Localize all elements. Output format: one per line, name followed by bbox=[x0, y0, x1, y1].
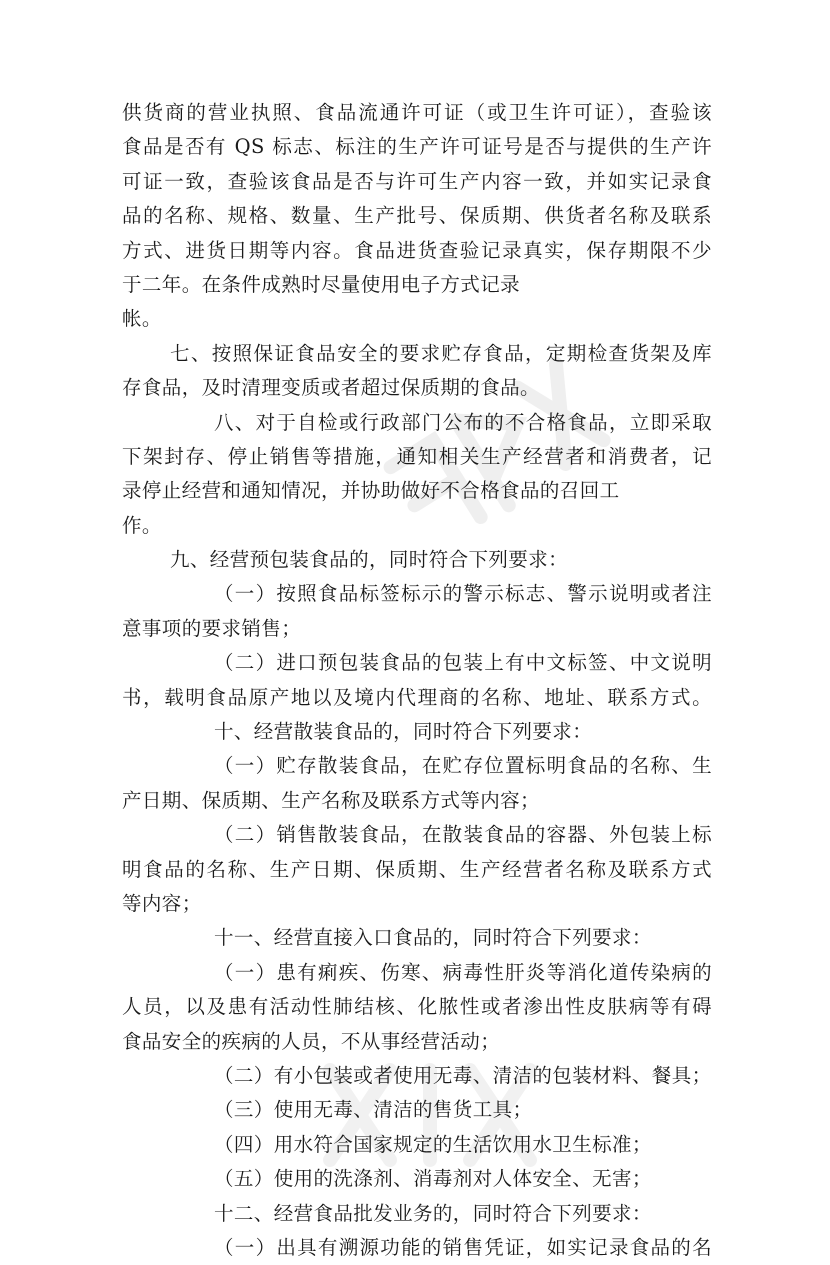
list-item: （一）出具有溯源功能的销售凭证，如实记录食品的名 bbox=[214, 1235, 712, 1259]
text-line: 方式、进货日期等内容。食品进货查验记录真实，保存期限不少 bbox=[122, 238, 712, 262]
text-line: 食品是否有 QS 标志、标注的生产许可证号是否与提供的生产许 bbox=[122, 135, 712, 159]
text-line: 书，载明食品原产地以及境内代理商的名称、地址、联系方式。 bbox=[122, 685, 712, 709]
section-heading-8: 八、对于自检或行政部门公布的不合格食品，立即采取 bbox=[214, 410, 712, 434]
list-item: （一）按照食品标签标示的警示标志、警示说明或者注 bbox=[214, 582, 712, 606]
list-item: （一）贮存散装食品，在贮存位置标明食品的名称、生 bbox=[214, 754, 712, 778]
section-heading-7: 七、按照保证食品安全的要求贮存食品，定期检查货架及库 bbox=[170, 341, 712, 365]
list-item: （二）销售散装食品，在散装食品的容器、外包装上标 bbox=[214, 823, 712, 847]
list-item: （二）进口预包装食品的包装上有中文标签、中文说明 bbox=[214, 651, 712, 675]
body-text bbox=[122, 96, 712, 1265]
list-item: （一）患有痢疾、伤寒、病毒性肝炎等消化道传染病的 bbox=[214, 960, 712, 984]
text-line: 下架封存、停止销售等措施，通知相关生产经营者和消费者，记 bbox=[122, 444, 712, 468]
text-line: 食品安全的疾病的人员，不从事经营活动； bbox=[122, 1029, 501, 1053]
section-heading-9: 九、经营预包装食品的，同时符合下列要求： bbox=[170, 548, 569, 572]
text-line: 产日期、保质期、生产名称及联系方式等内容； bbox=[122, 788, 540, 812]
text-line: 供货商的营业执照、食品流通许可证（或卫生许可证），查验该 bbox=[122, 101, 712, 124]
list-item: （五）使用的洗涤剂、消毒剂对人体安全、无害； bbox=[214, 1167, 652, 1191]
text-line: 于二年。在条件成熟时尽量使用电子方式记录 bbox=[122, 272, 521, 296]
section-heading-11: 十一、经营直接入口食品的，同时符合下列要求： bbox=[214, 926, 652, 950]
text-line: 存食品，及时清理变质或者超过保质期的食品。 bbox=[122, 376, 540, 400]
text-line: 意事项的要求销售； bbox=[122, 616, 302, 640]
list-item: （四）用水符合国家规定的生活饮用水卫生标准； bbox=[214, 1132, 652, 1156]
list-item: （二）有小包装或者使用无毒、清洁的包装材料、餐具； bbox=[214, 1063, 712, 1087]
text-line: 明食品的名称、生产日期、保质期、生产经营者名称及联系方式 bbox=[122, 857, 712, 881]
list-item: （三）使用无毒、清洁的售货工具； bbox=[214, 1098, 533, 1122]
section-heading-12: 十二、经营食品批发业务的，同时符合下列要求： bbox=[214, 1201, 652, 1225]
text-line: 等内容； bbox=[122, 891, 202, 915]
text-line: 可证一致，查验该食品是否与许可生产内容一致，并如实记录食 bbox=[122, 169, 712, 193]
text-line: 品的名称、规格、数量、生产批号、保质期、供货者名称及联系 bbox=[122, 204, 712, 228]
text-line: 人员，以及患有活动性肺结核、化脓性或者渗出性皮肤病等有碍 bbox=[122, 995, 712, 1019]
section-heading-10: 十、经营散装食品的，同时符合下列要求： bbox=[214, 720, 593, 744]
text-line: 作。 bbox=[122, 513, 162, 537]
text-line: 录停止经营和通知情况，并协助做好不合格食品的召回工 bbox=[122, 479, 620, 503]
text-line: 帐。 bbox=[122, 307, 162, 331]
